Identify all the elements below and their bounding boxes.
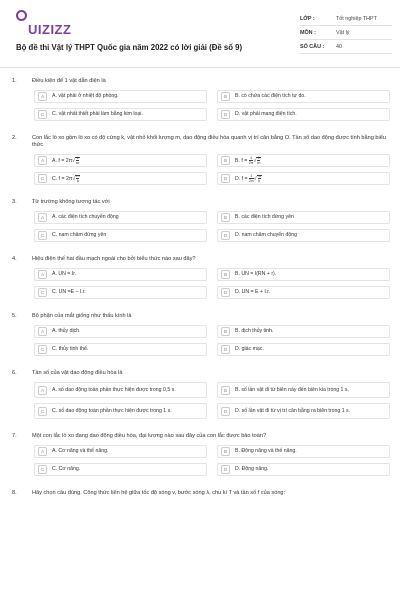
option-b[interactable] — [217, 268, 390, 281]
option-text: C. thủy tinh thể. — [52, 346, 89, 353]
meta-table — [300, 12, 392, 54]
meta-value: 40 — [336, 43, 342, 50]
sqrt-radicand — [75, 157, 80, 164]
worksheet-header — [0, 0, 400, 68]
option-prefix: B. — [235, 157, 242, 164]
option-letter-badge: A — [38, 447, 47, 456]
formula-lhs: f = — [241, 157, 249, 164]
logo-q-icon — [16, 10, 27, 21]
question-text: Một con lắc lò xo đang dao động điều hòa, đại lượng nào sau đây của con lắc được bảo toàn? — [32, 433, 267, 439]
option-text: A. thủy dịch. — [52, 328, 81, 335]
option-letter-badge: C — [38, 231, 47, 240]
option-a[interactable] — [34, 325, 207, 338]
question-text: Điều kiện để 1 vật dẫn điện là — [32, 78, 106, 84]
option-c[interactable] — [34, 172, 207, 185]
options-grid — [12, 382, 390, 419]
question-number: 8. — [12, 490, 17, 496]
meta-value: Vật lý — [336, 29, 350, 36]
question-4 — [12, 256, 390, 299]
formula-lhs: f = — [241, 175, 249, 182]
option-letter-badge: A — [38, 386, 47, 395]
option-letter-badge: D — [221, 465, 230, 474]
question-text: Hiệu điện thế hai đầu mạch ngoài cho bởi biểu thức nào sau đây? — [32, 256, 196, 262]
option-b[interactable] — [217, 90, 390, 103]
page-title: Bộ đề thi Vật lý THPT Quốc gia năm 2022 có lời giải (Đề số 9) — [16, 43, 243, 52]
option-text: C. vật nhất thiết phải làm bằng kim loại. — [52, 111, 143, 118]
option-letter-badge: D — [221, 231, 230, 240]
question-6 — [12, 370, 390, 419]
question-number: 4. — [12, 256, 17, 262]
question-header — [12, 78, 390, 85]
option-text: B. các điện tích đứng yên — [235, 214, 294, 221]
question-list — [0, 68, 400, 497]
fraction — [76, 156, 79, 165]
option-d[interactable] — [217, 343, 390, 356]
question-number: 1. — [12, 78, 17, 84]
option-letter-badge: D — [221, 345, 230, 354]
option-text — [52, 156, 202, 165]
option-c[interactable] — [34, 463, 207, 476]
option-text: B. Động năng và thế năng. — [235, 448, 297, 455]
fraction-denominator: 2π — [248, 161, 254, 165]
option-letter-badge: D — [221, 288, 230, 297]
question-1 — [12, 78, 390, 121]
option-letter-badge: B — [221, 447, 230, 456]
option-b[interactable] — [217, 445, 390, 458]
options-grid — [12, 268, 390, 299]
option-letter-badge: A — [38, 327, 47, 336]
fraction-numerator: k — [257, 156, 260, 160]
option-a[interactable] — [34, 154, 207, 167]
option-a[interactable] — [34, 211, 207, 224]
option-letter-badge: C — [38, 465, 47, 474]
option-b[interactable] — [217, 382, 390, 398]
option-letter-badge: B — [221, 92, 230, 101]
option-d[interactable] — [217, 229, 390, 242]
option-letter-badge: A — [38, 213, 47, 222]
option-d[interactable] — [217, 463, 390, 476]
option-c[interactable] — [34, 403, 207, 419]
fraction — [257, 156, 260, 165]
option-text: C. số dao động toàn phần thực hiện được trong 1 s. — [52, 407, 172, 414]
meta-row — [300, 12, 392, 26]
question-text: Bộ phận của mắt giống như thấu kính là — [32, 313, 132, 319]
question-number: 3. — [12, 199, 17, 205]
option-text: D. giác mạc. — [235, 346, 264, 353]
option-prefix: C. — [52, 175, 59, 182]
option-b[interactable] — [217, 154, 390, 167]
fraction — [76, 174, 79, 183]
fraction-numerator: m — [257, 174, 261, 178]
option-text: A. Cơ năng và thế năng. — [52, 448, 109, 455]
option-letter-badge: B — [221, 386, 230, 395]
meta-row — [300, 26, 392, 40]
options-grid — [12, 154, 390, 185]
question-header — [12, 370, 390, 377]
option-d[interactable] — [217, 108, 390, 121]
option-letter-badge: C — [38, 174, 47, 183]
question-header — [12, 199, 390, 206]
formula-lhs: f = 2π√ — [58, 175, 76, 182]
option-text: A. các điện tích chuyển động — [52, 214, 119, 221]
sqrt-radicand — [256, 157, 261, 164]
option-letter-badge: A — [38, 270, 47, 279]
option-text — [235, 174, 385, 183]
option-text: A. vật phải ở nhiệt độ phòng. — [52, 93, 119, 100]
option-text: B. có chứa các điện tích tự do. — [235, 93, 306, 100]
fraction-numerator: 1 — [250, 174, 253, 178]
question-text: Hãy chọn câu đúng. Công thức liên hệ giữa tốc độ sóng v, bước sóng λ, chu kì T và tần số f của sóng: — [32, 490, 286, 496]
fraction-denominator: k — [76, 179, 79, 183]
options-grid — [12, 445, 390, 476]
option-letter-badge: B — [221, 327, 230, 336]
fraction-denominator: k — [258, 179, 261, 183]
question-text: Từ trường không tương tác với — [32, 199, 110, 205]
question-5 — [12, 313, 390, 356]
option-a[interactable] — [34, 382, 207, 398]
question-7 — [12, 433, 390, 476]
option-b[interactable] — [217, 211, 390, 224]
question-header — [12, 433, 390, 440]
question-header — [12, 256, 390, 263]
option-text: B. dịch thủy tinh. — [235, 328, 274, 335]
option-text: B. UN = I(RN + r). — [235, 271, 277, 278]
option-text: D. Động năng. — [235, 466, 269, 473]
fraction-numerator: k — [76, 156, 79, 160]
fraction-numerator: 1 — [250, 156, 253, 160]
fraction — [258, 174, 261, 183]
fraction-numerator: m — [76, 174, 80, 178]
fraction-denominator: m — [76, 161, 80, 165]
option-c[interactable] — [34, 108, 207, 121]
question-header — [12, 135, 390, 149]
option-letter-badge: A — [38, 92, 47, 101]
option-letter-badge: B — [221, 156, 230, 165]
option-a[interactable] — [34, 90, 207, 103]
option-letter-badge: C — [38, 110, 47, 119]
sqrt-sign: √ — [253, 157, 257, 164]
question-2 — [12, 135, 390, 185]
option-letter-badge: C — [38, 407, 47, 416]
meta-key: MÔN : — [300, 29, 316, 36]
option-text: C. Cơ năng. — [52, 466, 81, 473]
meta-row — [300, 40, 392, 54]
option-d[interactable] — [217, 403, 390, 419]
option-text: D. số lần vật đi từ vị trí cân bằng ra biên trong 1 s. — [235, 407, 351, 414]
options-grid — [12, 90, 390, 121]
option-d[interactable] — [217, 172, 390, 185]
option-text — [235, 156, 385, 165]
option-c[interactable] — [34, 343, 207, 356]
option-c[interactable] — [34, 286, 207, 299]
option-letter-badge: D — [221, 174, 230, 183]
question-header — [12, 313, 390, 320]
question-header — [12, 490, 390, 497]
option-letter-badge: B — [221, 270, 230, 279]
question-number: 7. — [12, 433, 17, 439]
option-b[interactable] — [217, 325, 390, 338]
option-text — [52, 174, 202, 183]
option-text: C. nam châm đứng yên — [52, 232, 107, 239]
fraction-denominator: m — [257, 161, 261, 165]
option-letter-badge: B — [221, 213, 230, 222]
option-letter-badge: D — [221, 110, 230, 119]
question-number: 2. — [12, 135, 17, 141]
meta-value: Tốt nghiệp THPT — [336, 15, 377, 22]
option-letter-badge: C — [38, 288, 47, 297]
option-text: A. số dao động toàn phần thực hiện được trong 0,5 s. — [52, 386, 176, 393]
options-grid — [12, 325, 390, 356]
question-3 — [12, 199, 390, 242]
meta-key: LỚP : — [300, 15, 315, 22]
option-letter-badge: C — [38, 345, 47, 354]
question-text: Con lắc lò xo gồm lò xo có độ cứng k, vật nhỏ khối lượng m, dao động điều hòa quanh vị trí cân bằng O. Tần số dao động được tính bằng biểu thức — [32, 135, 387, 148]
option-text: A. UN = Ir. — [52, 271, 77, 278]
option-text: C. UN =E – I.r. — [52, 289, 86, 296]
logo-text: UIZIZZ — [28, 22, 72, 37]
option-text: B. số lần vật đi từ biên này đến biên kia trong 1 s. — [235, 386, 349, 393]
option-text: D. UN = E + I.r. — [235, 289, 271, 296]
meta-key: SỐ CÂU : — [300, 43, 325, 50]
options-grid — [12, 211, 390, 242]
sqrt-radicand — [257, 175, 262, 182]
sqrt-radicand — [75, 175, 80, 182]
formula-lhs: f = 2π√ — [58, 157, 76, 164]
sqrt-sign: √ — [253, 175, 257, 182]
option-letter-badge: A — [38, 156, 47, 165]
question-number: 6. — [12, 370, 17, 376]
question-8 — [12, 490, 390, 497]
option-letter-badge: D — [221, 407, 230, 416]
option-prefix: D. — [235, 175, 242, 182]
question-text: Tần số của vật dao động điều hòa là — [32, 370, 123, 376]
option-a[interactable] — [34, 268, 207, 281]
option-a[interactable] — [34, 445, 207, 458]
option-c[interactable] — [34, 229, 207, 242]
option-d[interactable] — [217, 286, 390, 299]
question-number: 5. — [12, 313, 17, 319]
option-text: D. nam châm chuyển động — [235, 232, 297, 239]
fraction-denominator: 2π — [249, 179, 254, 183]
option-prefix: A. — [52, 157, 59, 164]
option-text: D. vật phải mang điện tích. — [235, 111, 297, 118]
